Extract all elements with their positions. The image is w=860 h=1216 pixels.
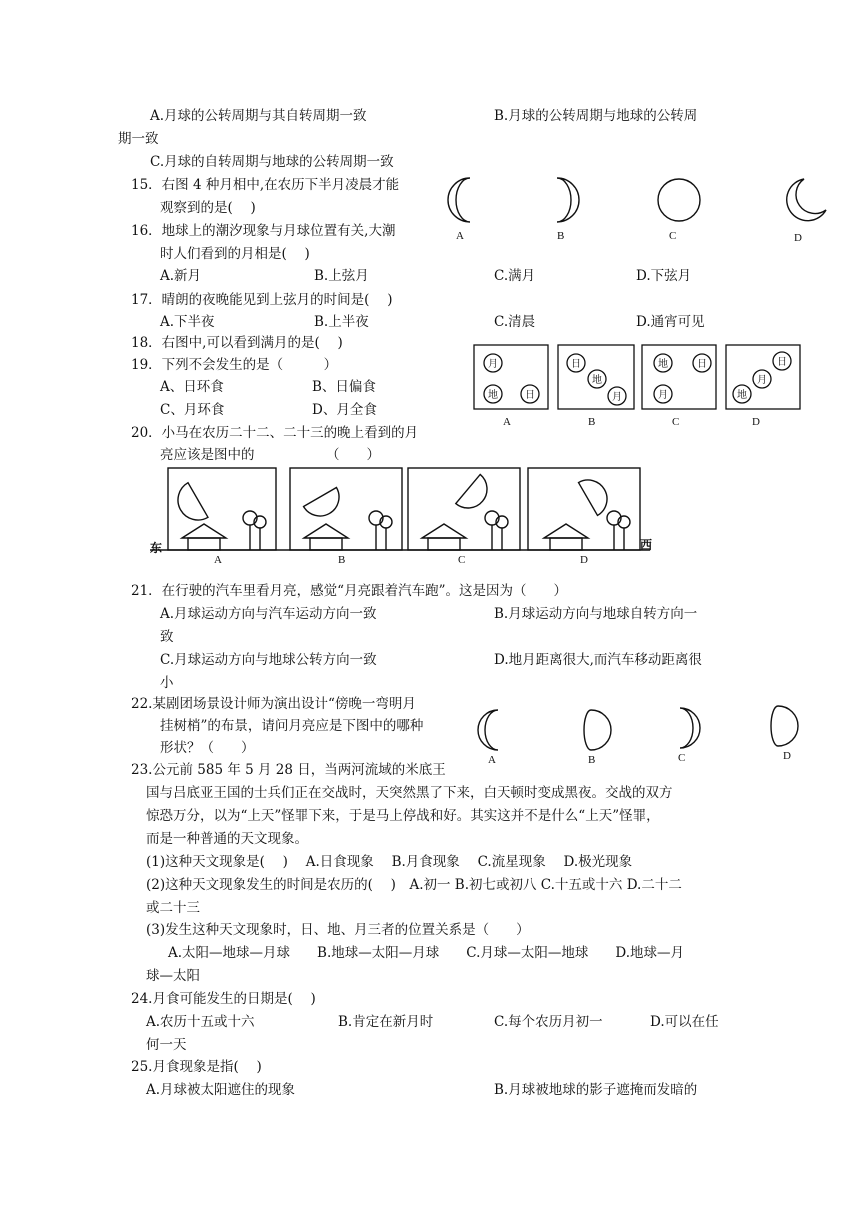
fig20-moon-c — [456, 474, 495, 515]
fig18-b-earth-text: 地 — [592, 375, 602, 386]
fig18-d-earth-text: 地 — [737, 390, 747, 401]
q22-stem-2: 挂树梢”的布景，请问月亮应是下图中的哪种 — [160, 718, 424, 734]
moon-phase-b — [557, 178, 579, 222]
fig18-b-moon-text: 月 — [612, 392, 622, 403]
fig20-east-label: 东 — [150, 541, 163, 555]
q21-stem: 21．在行驶的汽车里看月亮，感觉“月亮跟着汽车跑”。这是因为（ ） — [131, 583, 567, 599]
fig20-moon-a — [171, 483, 208, 528]
moon-phase-a — [448, 178, 470, 222]
moon-scene-figure-20 — [150, 462, 660, 570]
q23-sub-3: (3)发生这种天文现象时，日、地、月三者的位置关系是（ ） — [146, 922, 530, 938]
fig18-d-sun-text: 日 — [777, 357, 787, 368]
q23-stem-4: 而是一种普通的天文现象。 — [146, 831, 308, 847]
q14-option-b-continued: 期一致 — [118, 131, 159, 147]
q19-stem: 19．下列不会发生的是（ ） — [131, 357, 338, 373]
fig15-label-d: D — [794, 232, 802, 244]
q24-option-c: C.每个农历月初一 — [494, 1014, 603, 1030]
fig20-west-label: 西 — [640, 538, 653, 552]
q21-option-d: D.地月距离很大,而汽车移动距离很 — [494, 652, 702, 668]
moon-phase-figure-22-svg — [470, 700, 820, 756]
q24-stem: 24.月食可能发生的日期是( ) — [131, 991, 316, 1007]
q17-stem: 17．晴朗的夜晚能见到上弦月的时间是( ) — [131, 292, 393, 308]
q21-option-a: A.月球运动方向与汽车运动方向一致 — [160, 606, 377, 622]
q16-option-d: D.下弦月 — [636, 268, 692, 284]
fig22-moon-d — [771, 706, 798, 746]
moon-phase-figure-15 — [440, 170, 840, 250]
q15-stem: 15．右图 4 种月相中,在农历下半月凌晨才能 — [131, 177, 400, 193]
q25-option-b: B.月球被地球的影子遮掩而发暗的 — [494, 1082, 698, 1098]
moon-scene-svg — [150, 462, 660, 552]
q21-option-b: B.月球运动方向与地球自转方向一 — [494, 606, 698, 622]
q23-sub-1: (1)这种天文现象是( ) A.日食现象 B.月食现象 C.流星现象 D.极光现象 — [146, 854, 633, 870]
q20-answer-paren: （ ） — [326, 447, 380, 463]
fig20-moon-b — [304, 488, 346, 523]
fig15-label-b: B — [557, 230, 565, 242]
q16-option-b: B.上弦月 — [314, 268, 369, 284]
fig20-label-a: A — [214, 554, 222, 566]
q23-sub-2-continued: 或二十三 — [146, 900, 200, 916]
q23-sub-3-continued: 球—太阳 — [146, 968, 200, 984]
q19-option-c: C、月环食 — [160, 402, 225, 418]
q14-option-a: A.月球的公转周期与其自转周期一致 — [150, 108, 367, 124]
fig18-label-d: D — [752, 416, 760, 428]
q19-option-d: D、月全食 — [312, 402, 377, 418]
fig15-label-c: C — [669, 230, 677, 242]
fig22-label-a: A — [488, 754, 496, 766]
moon-phase-figure-22 — [470, 700, 820, 772]
q25-option-a: A.月球被太阳遮住的现象 — [146, 1082, 296, 1098]
fig18-b-sun-text: 日 — [571, 359, 581, 370]
fig22-label-b: B — [588, 754, 596, 766]
fig20-trees-a — [243, 511, 266, 550]
q18-stem: 18．右图中,可以看到满月的是( ) — [131, 335, 343, 351]
q16-stem-2: 时人们看到的月相是( ) — [160, 246, 310, 262]
fig18-c-sun-text: 日 — [697, 359, 707, 370]
q21-option-d-continued: 小 — [160, 675, 174, 691]
q23-sub-3-options: A.太阳—地球—月球 B.地球—太阳—月球 C.月球—太阳—地球 D.地球—月 — [168, 945, 685, 961]
fig22-moon-b — [584, 710, 611, 750]
q14-option-b: B.月球的公转周期与地球的公转周 — [494, 108, 698, 124]
q22-stem: 22.某剧团场景设计师为演出设计“傍晚一弯明月 — [131, 696, 416, 712]
fig18-c-moon-text: 月 — [658, 390, 668, 401]
fig15-label-a: A — [456, 230, 464, 242]
q24-option-b: B.肯定在新月时 — [338, 1014, 434, 1030]
sun-earth-moon-boxes — [470, 342, 820, 412]
q22-stem-3: 形状？（ ） — [160, 740, 255, 756]
fig22-label-c: C — [678, 752, 686, 764]
fig20-house-b — [304, 524, 348, 550]
fig18-a-moon-text: 月 — [488, 359, 498, 370]
fig18-d-moon-text: 月 — [757, 375, 767, 386]
moon-phase-d — [787, 179, 826, 221]
fig20-label-c: C — [458, 554, 466, 566]
q15-stem-2: 观察到的是( ) — [160, 200, 256, 216]
moon-phase-figure-15-svg — [440, 170, 840, 250]
fig22-moon-a — [478, 710, 498, 750]
fig22-label-d: D — [783, 750, 791, 762]
moon-phase-c — [658, 179, 700, 221]
fig18-label-a: A — [503, 416, 511, 428]
fig18-label-c: C — [672, 416, 680, 428]
fig20-label-d: D — [580, 554, 588, 566]
q20-stem-2: 亮应该是图中的 — [160, 447, 255, 463]
fig20-label-b: B — [338, 554, 346, 566]
q16-stem: 16．地球上的潮汐现象与月球位置有关,大潮 — [131, 223, 396, 239]
fig20-house-a — [182, 524, 226, 550]
sun-earth-moon-figure-18 — [470, 342, 820, 434]
q21-option-b-continued: 致 — [160, 629, 174, 645]
q23-stem-3: 惊恐万分，以为“上天”怪罪下来，于是马上停战和好。其实这并不是什么“上天”怪罪， — [146, 808, 660, 824]
fig20-trees-d — [607, 511, 630, 550]
fig20-trees-b — [369, 511, 392, 550]
q23-sub-2: (2)这种天文现象发生的时间是农历的( ) A.初一 B.初七或初八 C.十五或十六 D.二十二 — [146, 877, 682, 893]
fig20-trees-c — [485, 511, 508, 550]
fig20-house-c — [422, 524, 466, 550]
q17-option-b: B.上半夜 — [314, 314, 369, 330]
q17-option-c: C.清晨 — [494, 314, 536, 330]
fig18-label-b: B — [588, 416, 596, 428]
q23-stem: 23.公元前 585 年 5 月 28 日，当两河流域的米底王 — [131, 762, 446, 778]
q25-stem: 25.月食现象是指( ) — [131, 1059, 262, 1075]
fig22-moon-c — [680, 708, 700, 748]
fig20-moon-d — [579, 473, 614, 515]
fig18-c-earth-text: 地 — [658, 359, 668, 370]
q16-option-a: A.新月 — [160, 268, 202, 284]
q17-option-a: A.下半夜 — [160, 314, 215, 330]
q21-option-c: C.月球运动方向与地球公转方向一致 — [160, 652, 377, 668]
q24-option-d-continued: 何一天 — [146, 1037, 187, 1053]
fig20-house-d — [544, 524, 588, 550]
q24-option-a: A.农历十五或十六 — [146, 1014, 255, 1030]
fig18-a-earth-text: 地 — [488, 390, 498, 401]
q19-option-b: B、日偏食 — [312, 379, 376, 395]
q16-option-c: C.满月 — [494, 268, 536, 284]
q24-option-d: D.可以在任 — [650, 1014, 719, 1030]
q19-option-a: A、日环食 — [160, 379, 224, 395]
q23-stem-2: 国与吕底亚王国的士兵们正在交战时，天突然黑了下来，白天顿时变成黑夜。交战的双方 — [146, 785, 673, 801]
fig18-a-sun-text: 日 — [525, 390, 535, 401]
q17-option-d: D.通宵可见 — [636, 314, 705, 330]
q14-option-c: C.月球的自转周期与地球的公转周期一致 — [150, 154, 394, 170]
q20-stem: 20．小马在农历二十二、二十三的晚上看到的月 — [131, 425, 419, 441]
